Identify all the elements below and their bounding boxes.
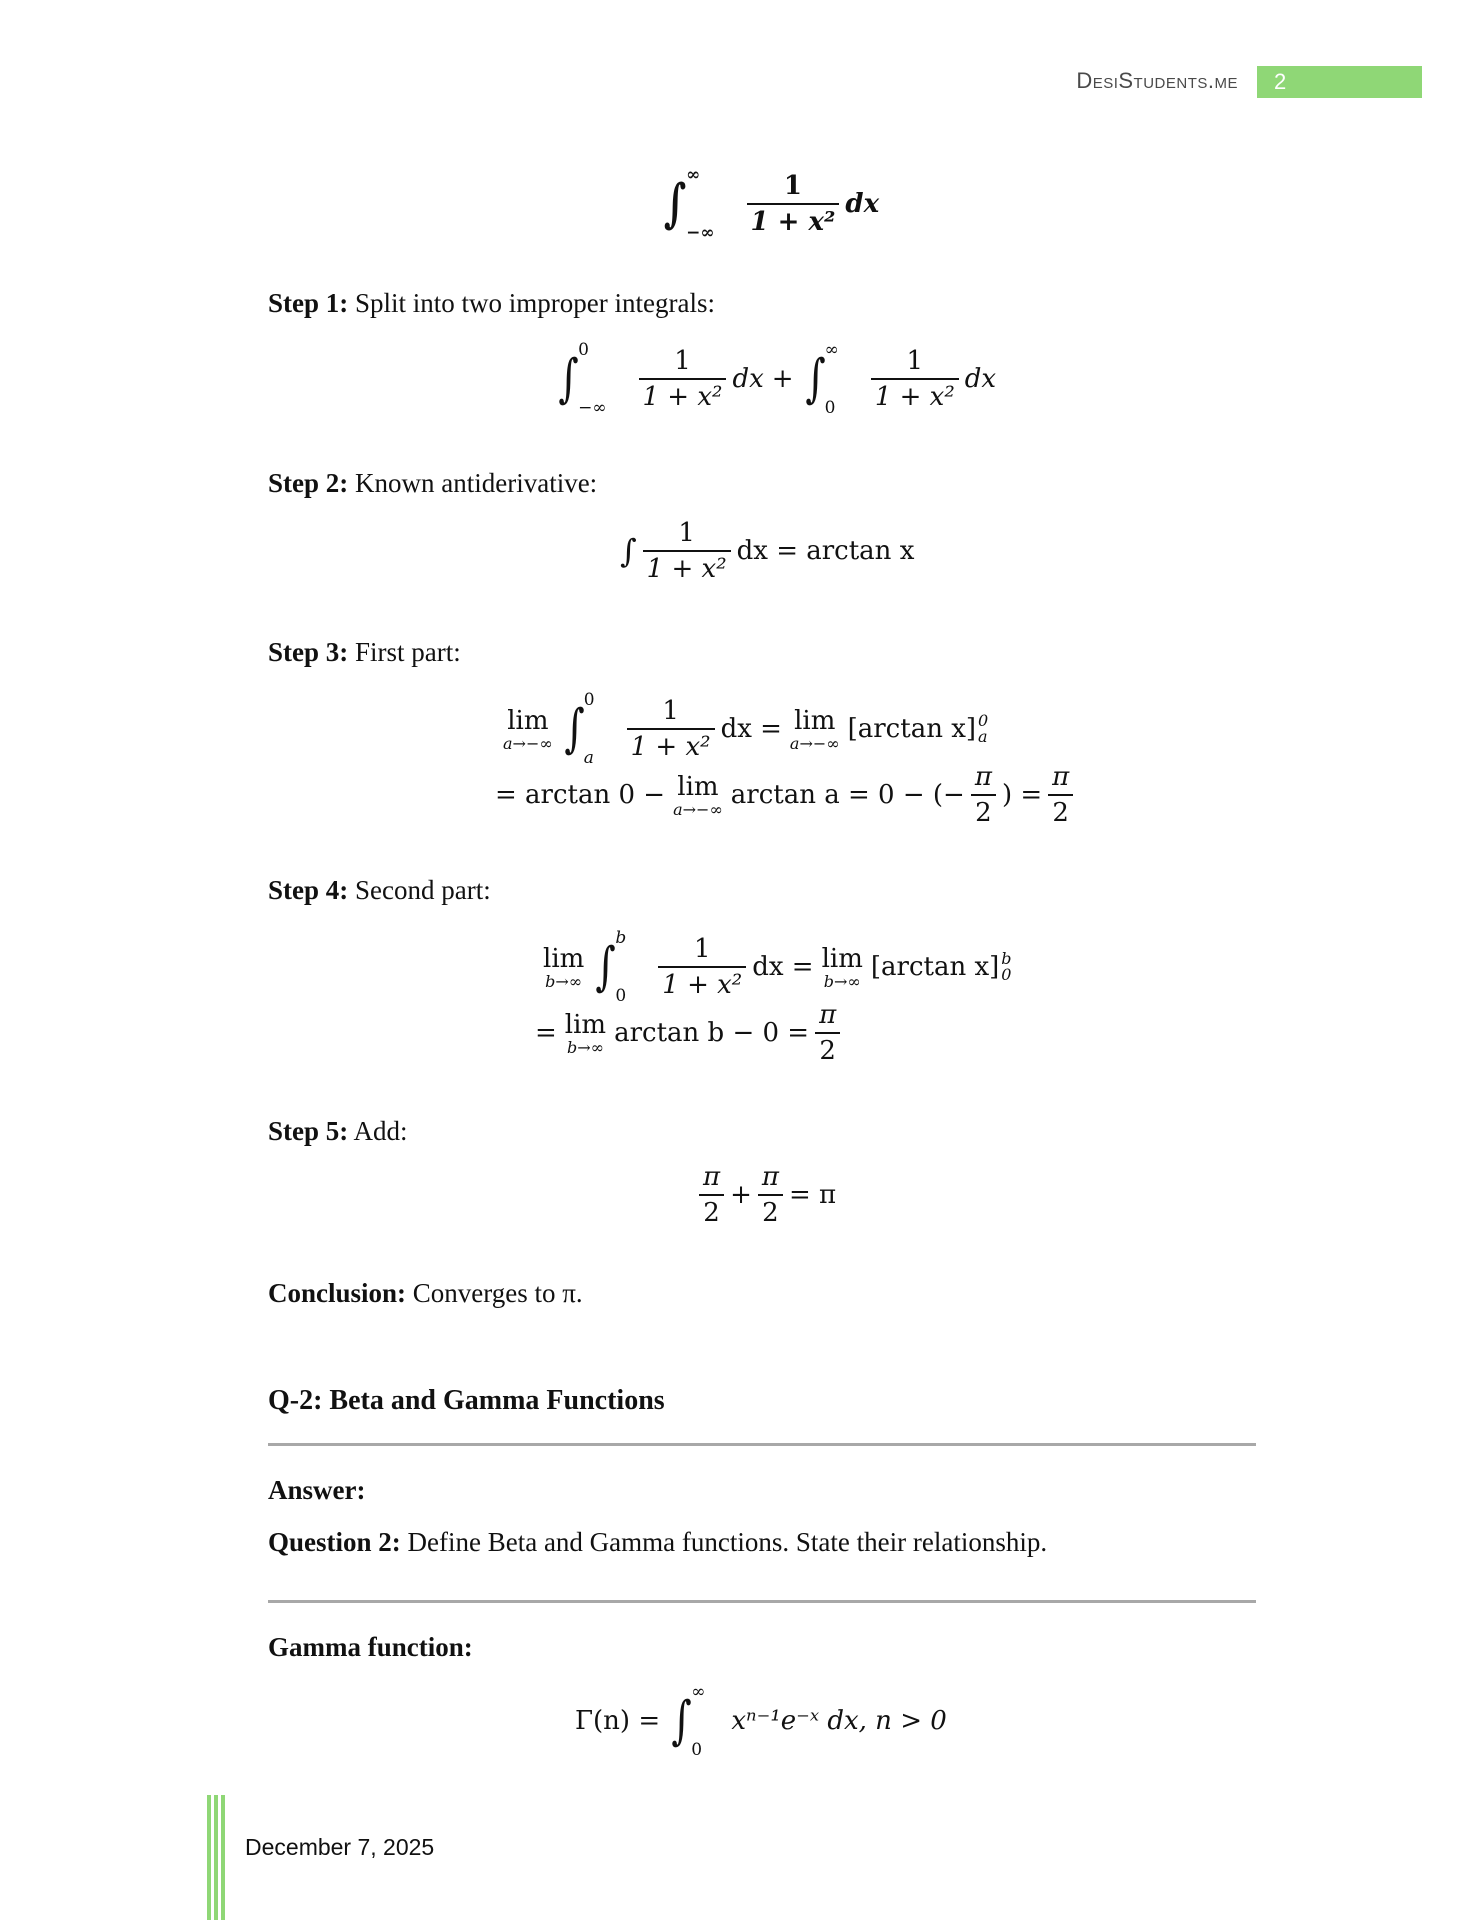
upper-limit: 0 (583, 690, 595, 710)
q2-heading: Q-2: Beta and Gamma Functions (268, 1385, 665, 1416)
antiderivative (620, 518, 914, 584)
lower-limit: a (583, 748, 594, 768)
lower-limit: 0 (691, 1740, 703, 1760)
lim-subscript: b→∞ (566, 1037, 604, 1057)
integral-sign: ∫ (804, 349, 826, 409)
step-4 (268, 875, 491, 906)
gamma-lhs: Γ(n) = (575, 1706, 661, 1736)
integral-sign: ∫ (620, 532, 637, 570)
step-5 (268, 1116, 408, 1147)
second-part-line-1 (535, 928, 1012, 1006)
integral-sign: ∫ (663, 173, 687, 234)
gamma-integrand: xⁿ⁻¹e⁻ˣ dx, n > 0 (731, 1706, 947, 1736)
lim-subscript: a→−∞ (673, 799, 723, 819)
line-text: = (535, 1018, 557, 1048)
footer-accent-bars (207, 1795, 227, 1920)
denominator: 2 (1048, 794, 1073, 828)
step-text: Add: (353, 1116, 408, 1146)
upper-limit: ∞ (686, 165, 701, 185)
differential: dx (732, 364, 764, 394)
gamma-definition (575, 1682, 947, 1760)
numerator: 1 (678, 518, 695, 548)
denominator: 2 (758, 1194, 783, 1228)
equals-part: dx = (752, 952, 814, 982)
antiderivative-result: dx = arctan x (736, 536, 915, 566)
step-text: Split into two improper integrals: (355, 288, 715, 318)
lower-limit: −∞ (578, 398, 607, 418)
numerator: π (819, 1000, 837, 1030)
numerator: 1 (674, 346, 691, 376)
sum-result: = π (788, 1180, 837, 1210)
question-label: Question 2: (268, 1527, 401, 1557)
step-2 (268, 468, 597, 499)
integral-sign: ∫ (671, 1691, 692, 1751)
question-2 (268, 1527, 1047, 1558)
lim-operator: lim (821, 943, 863, 974)
integral-sign: ∫ (558, 349, 579, 409)
lim-subscript: a→−∞ (789, 733, 840, 753)
integral-sign: ∫ (564, 699, 585, 759)
denominator: 2 (971, 794, 996, 828)
bracket-lower: a (978, 727, 988, 746)
question-text: Define Beta and Gamma functions. State their relationship. (407, 1527, 1048, 1557)
plus-sign: + (771, 364, 794, 394)
lower-limit: 0 (615, 986, 627, 1006)
bracket-lower: 0 (1001, 965, 1012, 984)
equals-part: dx = (720, 714, 782, 744)
step-label: Step 5: (268, 1116, 349, 1146)
upper-limit: ∞ (824, 340, 839, 360)
problem-integral (660, 165, 879, 243)
upper-limit: ∞ (691, 1682, 706, 1702)
conclusion-label: Conclusion: (268, 1278, 407, 1308)
line-text: arctan a = 0 − (− (730, 780, 965, 810)
denominator: 1 + x² (658, 966, 746, 1000)
denominator: 1 + x² (871, 378, 959, 412)
denominator: 1 + x² (643, 550, 731, 584)
lim-subscript: a→−∞ (503, 733, 553, 753)
step-label: Step 1: (268, 288, 349, 318)
plus-sign: + (730, 1180, 752, 1210)
site-name: DesiStudents.me (1076, 68, 1238, 93)
numerator: 1 (662, 696, 679, 726)
upper-limit: 0 (578, 340, 589, 360)
line-text: ) = (1001, 780, 1043, 810)
footer-date: December 7, 2025 (245, 1834, 435, 1860)
numerator: π (974, 762, 992, 792)
lim-operator: lim (543, 943, 585, 974)
line-text: arctan b − 0 = (614, 1018, 810, 1048)
first-part-line-1 (495, 690, 988, 768)
numerator: 1 (783, 171, 803, 201)
bracket-upper: b (1001, 949, 1012, 968)
conclusion (268, 1278, 583, 1309)
gamma-heading: Gamma function: (268, 1632, 473, 1662)
step-1 (268, 288, 715, 319)
divider (268, 1443, 1256, 1446)
conclusion-text: Converges to π. (412, 1278, 583, 1308)
divider (268, 1600, 1256, 1603)
step-text: Known antiderivative: (355, 468, 598, 498)
step-text: Second part: (355, 875, 491, 905)
numerator: π (1052, 762, 1070, 792)
lim-subscript: b→∞ (545, 971, 583, 991)
denominator: 1 + x² (627, 728, 715, 762)
lim-subscript: b→∞ (823, 971, 861, 991)
numerator: π (761, 1162, 779, 1192)
denominator: 1 + x² (639, 378, 727, 412)
denominator: 1 + x² (747, 203, 840, 237)
step-text: First part: (355, 637, 461, 667)
answer-label: Answer: (268, 1475, 366, 1505)
integral-sign: ∫ (595, 937, 617, 997)
page-number: 2 (1257, 66, 1422, 98)
split-integrals (555, 340, 996, 418)
lower-limit: −∞ (686, 223, 715, 243)
differential: dx (845, 189, 880, 219)
sum-equation (693, 1162, 836, 1228)
step-label: Step 2: (268, 468, 349, 498)
step-label: Step 4: (268, 875, 349, 905)
lim-operator: lim (564, 1009, 607, 1040)
lim-operator: lim (794, 705, 836, 736)
second-part-line-2 (535, 1000, 846, 1066)
numerator: π (703, 1162, 721, 1192)
numerator: 1 (906, 346, 924, 376)
differential: dx (964, 364, 997, 394)
lower-limit: 0 (824, 398, 836, 418)
step-3 (268, 637, 461, 668)
lim-operator: lim (507, 705, 549, 736)
first-part-line-2 (495, 762, 1079, 828)
denominator: 2 (815, 1032, 840, 1066)
lim-operator: lim (677, 771, 719, 802)
numerator: 1 (693, 934, 711, 964)
line-text: = arctan 0 − (495, 780, 666, 810)
denominator: 2 (699, 1194, 724, 1228)
bracket-upper: 0 (978, 711, 989, 730)
bracket-expression: [arctan x] (870, 952, 1000, 982)
step-label: Step 3: (268, 637, 349, 667)
upper-limit: b (615, 928, 627, 948)
bracket-expression: [arctan x] (847, 714, 977, 744)
